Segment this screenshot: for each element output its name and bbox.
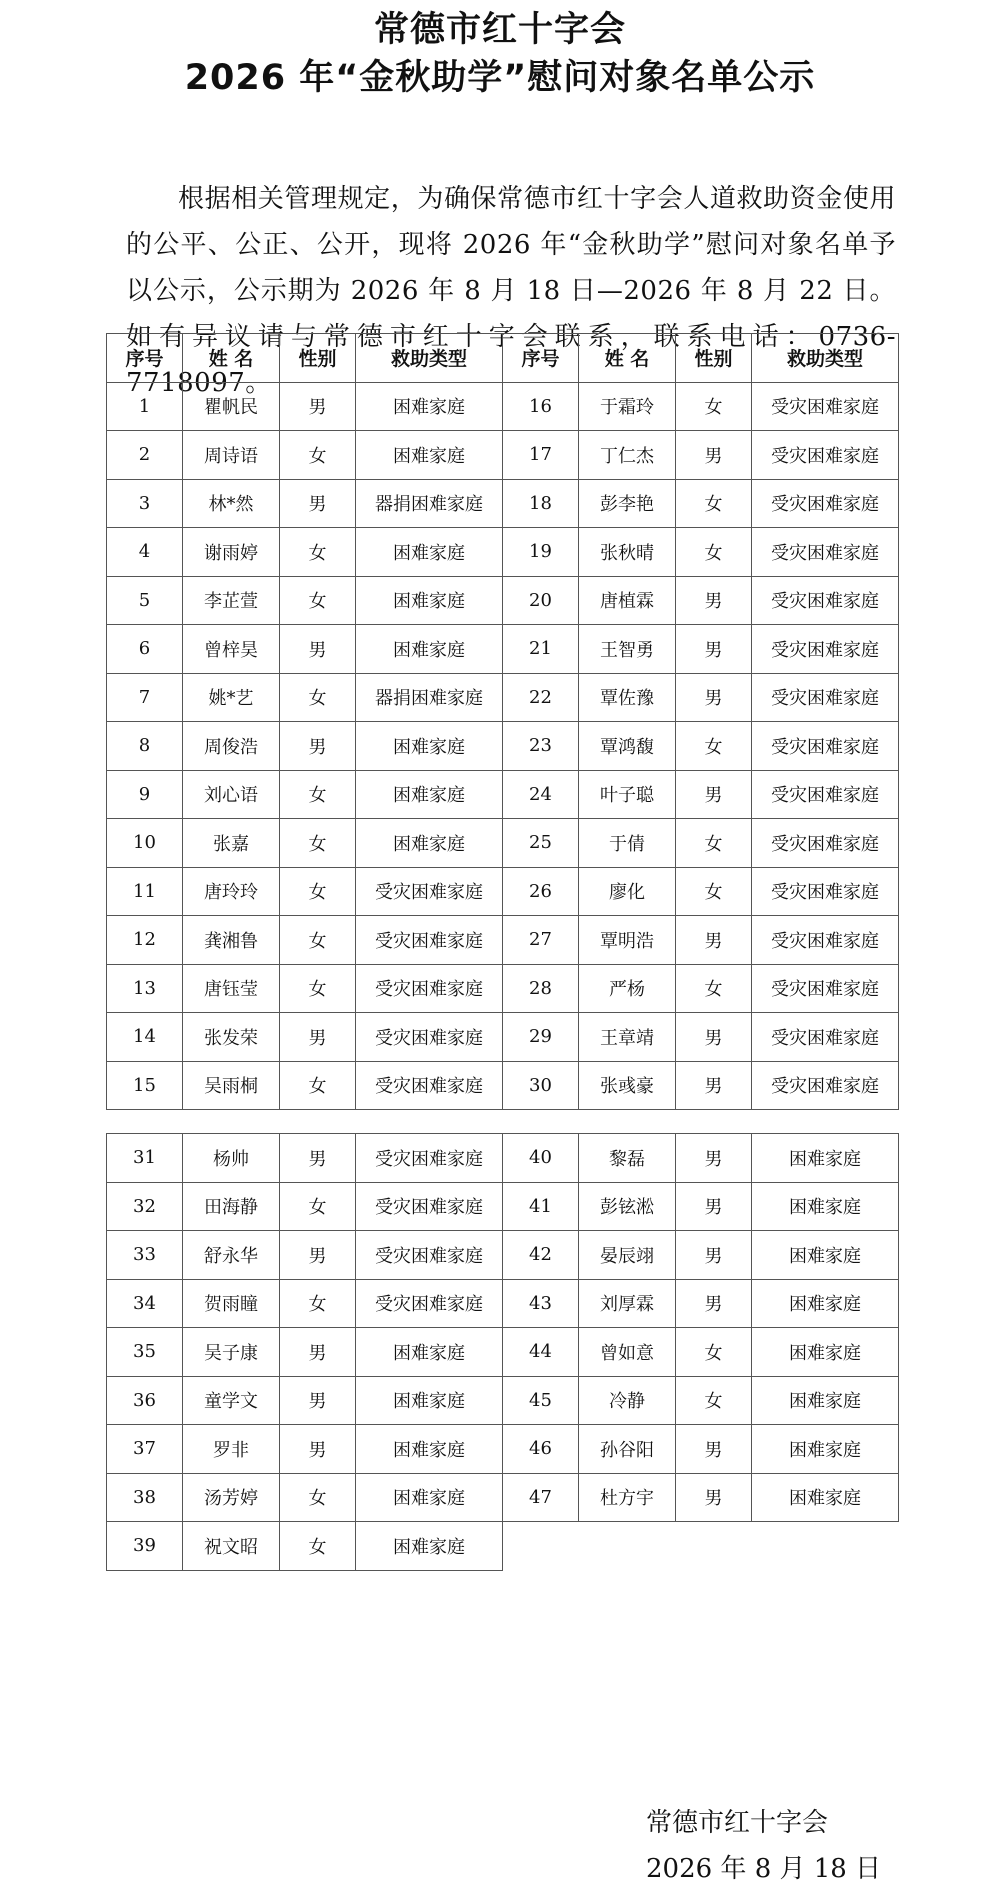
table-cell: 男: [280, 382, 356, 431]
table-cell: 张嘉: [183, 819, 280, 868]
table-header-row: [107, 334, 899, 383]
table-cell: 女: [676, 528, 752, 577]
document-title: [0, 6, 1000, 102]
table-cell: 28: [503, 964, 579, 1013]
table-cell: 困难家庭: [356, 1522, 503, 1571]
table-cell: 37: [107, 1425, 183, 1474]
table-cell: 10: [107, 819, 183, 868]
table-cell: 女: [280, 1279, 356, 1328]
table-cell: 受灾困难家庭: [752, 431, 899, 480]
table-row: [107, 916, 899, 965]
table-cell: 女: [280, 964, 356, 1013]
table-cell: [676, 1522, 752, 1571]
table-cell: 女: [280, 1522, 356, 1571]
table-cell: 吴子康: [183, 1328, 280, 1377]
table-row: [107, 576, 899, 625]
table-cell: 孙谷阳: [579, 1425, 676, 1474]
table-cell: 受灾困难家庭: [356, 964, 503, 1013]
table-cell: 女: [280, 770, 356, 819]
table-cell: 贺雨瞳: [183, 1279, 280, 1328]
table-cell: 受灾困难家庭: [356, 867, 503, 916]
table-cell: 汤芳婷: [183, 1473, 280, 1522]
table-row: [107, 722, 899, 771]
table-cell: 困难家庭: [356, 382, 503, 431]
table-cell: 女: [676, 1328, 752, 1377]
table-cell: 男: [676, 1013, 752, 1062]
table-cell: 叶子聪: [579, 770, 676, 819]
table-cell: 困难家庭: [752, 1279, 899, 1328]
table-cell: 42: [503, 1231, 579, 1280]
table-cell: 25: [503, 819, 579, 868]
table-cell: 受灾困难家庭: [752, 964, 899, 1013]
table-row: [107, 382, 899, 431]
table-cell: 41: [503, 1182, 579, 1231]
table-cell: 男: [280, 1376, 356, 1425]
table-row: [107, 770, 899, 819]
table-cell: 44: [503, 1328, 579, 1377]
table-cell: 彭铉淞: [579, 1182, 676, 1231]
table-body-2: [107, 1134, 899, 1571]
table-cell: 17: [503, 431, 579, 480]
table-cell: 男: [280, 722, 356, 771]
table-cell: 4: [107, 528, 183, 577]
table-cell: 男: [676, 625, 752, 674]
table-cell: 于霜玲: [579, 382, 676, 431]
table-cell: 女: [280, 1473, 356, 1522]
table-body-1: [107, 382, 899, 1110]
table-row: [107, 528, 899, 577]
table-cell: 女: [280, 673, 356, 722]
title-main: 2026 年“金秋助学”慰问对象名单公示: [184, 58, 816, 98]
table-cell: 40: [503, 1134, 579, 1183]
table-cell: 冷静: [579, 1376, 676, 1425]
roster-table-1: [106, 333, 899, 1110]
table-row: [107, 1182, 899, 1231]
table-cell: 困难家庭: [356, 625, 503, 674]
table-cell: 晏辰翊: [579, 1231, 676, 1280]
table-cell: 男: [676, 770, 752, 819]
table-row: [107, 1328, 899, 1377]
table-cell: 32: [107, 1182, 183, 1231]
table-cell: 男: [280, 1013, 356, 1062]
table-cell: 男: [280, 479, 356, 528]
table-cell: 困难家庭: [752, 1134, 899, 1183]
roster-table-2: [106, 1133, 899, 1571]
table-cell: 7: [107, 673, 183, 722]
table-cell: 困难家庭: [356, 770, 503, 819]
table-cell: 38: [107, 1473, 183, 1522]
table-cell: 覃鸿馥: [579, 722, 676, 771]
table-cell: 46: [503, 1425, 579, 1474]
table-cell: 男: [676, 673, 752, 722]
table-cell: 受灾困难家庭: [752, 722, 899, 771]
table-cell: 受灾困难家庭: [356, 1061, 503, 1110]
table-cell: 王智勇: [579, 625, 676, 674]
table-cell: 唐钰莹: [183, 964, 280, 1013]
table-cell: 男: [280, 1231, 356, 1280]
table-row: [107, 1134, 899, 1183]
table-cell: 男: [280, 1425, 356, 1474]
table-cell: 于倩: [579, 819, 676, 868]
table-cell: 受灾困难家庭: [752, 382, 899, 431]
table-cell: [579, 1522, 676, 1571]
table-cell: 3: [107, 479, 183, 528]
intro-paragraph: 根据相关管理规定，为确保常德市红十字会人道救助资金使用的公平、公正、公开，现将 2026 年“金秋助学”慰问对象名单予以公示，公示期为 2026 年 8 月 18 日—2026 年 8 月 22 日。如有异议请与常德市红十字会联系，联系电话：0736-7718097。: [126, 184, 896, 398]
table-row: [107, 1013, 899, 1062]
table-cell: 田海静: [183, 1182, 280, 1231]
table-cell: 曾梓昊: [183, 625, 280, 674]
table-cell: 困难家庭: [356, 576, 503, 625]
table-row: [107, 1473, 899, 1522]
table-cell: 女: [676, 819, 752, 868]
table-cell: 王章靖: [579, 1013, 676, 1062]
table-cell: 困难家庭: [752, 1473, 899, 1522]
table-cell: 女: [676, 479, 752, 528]
table-cell: 谢雨婷: [183, 528, 280, 577]
header-cell: 姓 名: [579, 334, 676, 383]
table-row: [107, 819, 899, 868]
table-cell: 受灾困难家庭: [356, 1182, 503, 1231]
table-cell: 受灾困难家庭: [752, 625, 899, 674]
table-cell: 女: [280, 576, 356, 625]
table-cell: 29: [503, 1013, 579, 1062]
table-cell: 受灾困难家庭: [752, 819, 899, 868]
table-cell: 39: [107, 1522, 183, 1571]
table-cell: 张彧豪: [579, 1061, 676, 1110]
table-cell: 男: [676, 1134, 752, 1183]
header-cell: 救助类型: [752, 334, 899, 383]
table-cell: 舒永华: [183, 1231, 280, 1280]
table-row: [107, 1061, 899, 1110]
table-cell: 1: [107, 382, 183, 431]
title-org: 常德市红十字会: [373, 10, 626, 50]
table-cell: 唐玲玲: [183, 867, 280, 916]
signature-date: 2026 年 8 月 18 日: [646, 1854, 882, 1884]
table-cell: 困难家庭: [752, 1425, 899, 1474]
table-cell: 男: [676, 1231, 752, 1280]
table-cell: 6: [107, 625, 183, 674]
table-cell: 9: [107, 770, 183, 819]
table-cell: 曾如意: [579, 1328, 676, 1377]
table-cell: 男: [280, 1328, 356, 1377]
table-cell: 女: [280, 819, 356, 868]
table-cell: [503, 1522, 579, 1571]
table-cell: 男: [676, 1061, 752, 1110]
table-row: [107, 964, 899, 1013]
table-cell: 周俊浩: [183, 722, 280, 771]
table-cell: 33: [107, 1231, 183, 1280]
table-row: [107, 431, 899, 480]
table-cell: 受灾困难家庭: [356, 1279, 503, 1328]
header-cell: 序号: [503, 334, 579, 383]
table-cell: 受灾困难家庭: [752, 528, 899, 577]
table-cell: 受灾困难家庭: [752, 576, 899, 625]
table-cell: 困难家庭: [356, 1328, 503, 1377]
table-cell: 受灾困难家庭: [356, 1134, 503, 1183]
table-cell: 器捐困难家庭: [356, 479, 503, 528]
table-cell: 35: [107, 1328, 183, 1377]
table-cell: 26: [503, 867, 579, 916]
table-cell: 刘心语: [183, 770, 280, 819]
table-row: [107, 1231, 899, 1280]
table-cell: 姚*艺: [183, 673, 280, 722]
table-cell: 45: [503, 1376, 579, 1425]
table-cell: 困难家庭: [356, 819, 503, 868]
table-cell: 20: [503, 576, 579, 625]
header-cell: 性别: [676, 334, 752, 383]
table-row: [107, 479, 899, 528]
table-cell: 杜方宇: [579, 1473, 676, 1522]
signature-block: [646, 1800, 881, 1892]
table-cell: 困难家庭: [752, 1376, 899, 1425]
header-cell: 姓 名: [183, 334, 280, 383]
table-cell: 受灾困难家庭: [356, 916, 503, 965]
table-cell: 8: [107, 722, 183, 771]
table-cell: 男: [676, 916, 752, 965]
table-cell: 36: [107, 1376, 183, 1425]
table-cell: 周诗语: [183, 431, 280, 480]
table-cell: 24: [503, 770, 579, 819]
table-cell: 张发荣: [183, 1013, 280, 1062]
table-cell: 吴雨桐: [183, 1061, 280, 1110]
table-cell: 18: [503, 479, 579, 528]
table-cell: 男: [676, 1279, 752, 1328]
header-cell: 序号: [107, 334, 183, 383]
table-cell: 林*然: [183, 479, 280, 528]
table-cell: 23: [503, 722, 579, 771]
table-cell: 27: [503, 916, 579, 965]
table-cell: 祝文昭: [183, 1522, 280, 1571]
table-cell: 女: [280, 916, 356, 965]
table-cell: 5: [107, 576, 183, 625]
table-cell: 困难家庭: [356, 528, 503, 577]
table-cell: 男: [280, 1134, 356, 1183]
table-cell: 困难家庭: [752, 1182, 899, 1231]
table-cell: 唐植霖: [579, 576, 676, 625]
table-cell: 瞿帆民: [183, 382, 280, 431]
table-cell: 器捐困难家庭: [356, 673, 503, 722]
table-cell: 困难家庭: [356, 1376, 503, 1425]
table-cell: 受灾困难家庭: [356, 1231, 503, 1280]
table-cell: 男: [676, 1425, 752, 1474]
table-cell: 女: [280, 867, 356, 916]
table-row: [107, 1522, 899, 1571]
table-cell: 张秋晴: [579, 528, 676, 577]
table-cell: 受灾困难家庭: [752, 770, 899, 819]
table-cell: 女: [280, 1182, 356, 1231]
table-cell: 覃明浩: [579, 916, 676, 965]
header-cell: 救助类型: [356, 334, 503, 383]
table-cell: 31: [107, 1134, 183, 1183]
table-cell: 女: [676, 1376, 752, 1425]
signature-org: 常德市红十字会: [646, 1808, 829, 1838]
table-cell: 男: [676, 1473, 752, 1522]
table-row: [107, 1279, 899, 1328]
table-cell: 女: [676, 382, 752, 431]
table-cell: 受灾困难家庭: [752, 1061, 899, 1110]
table-cell: 受灾困难家庭: [752, 479, 899, 528]
table-cell: 刘厚霖: [579, 1279, 676, 1328]
table-cell: 廖化: [579, 867, 676, 916]
table-cell: 2: [107, 431, 183, 480]
table-cell: 11: [107, 867, 183, 916]
table-cell: 覃佐豫: [579, 673, 676, 722]
table-cell: 47: [503, 1473, 579, 1522]
table-cell: 女: [676, 722, 752, 771]
table-cell: 19: [503, 528, 579, 577]
table-cell: 困难家庭: [752, 1328, 899, 1377]
table-row: [107, 1425, 899, 1474]
table-cell: 13: [107, 964, 183, 1013]
table-cell: 女: [280, 431, 356, 480]
table-cell: 困难家庭: [356, 722, 503, 771]
table-cell: 严杨: [579, 964, 676, 1013]
table-cell: 罗非: [183, 1425, 280, 1474]
table-cell: 34: [107, 1279, 183, 1328]
header-cell: 性别: [280, 334, 356, 383]
table-cell: 受灾困难家庭: [752, 673, 899, 722]
table-cell: 14: [107, 1013, 183, 1062]
table-cell: 黎磊: [579, 1134, 676, 1183]
table-cell: [752, 1522, 899, 1571]
table-cell: 困难家庭: [752, 1231, 899, 1280]
table-cell: 彭李艳: [579, 479, 676, 528]
table-cell: 童学文: [183, 1376, 280, 1425]
table-cell: 女: [676, 867, 752, 916]
table-row: [107, 1376, 899, 1425]
table-cell: 16: [503, 382, 579, 431]
table-cell: 女: [280, 528, 356, 577]
table-cell: 男: [280, 625, 356, 674]
table-cell: 30: [503, 1061, 579, 1110]
table-cell: 困难家庭: [356, 431, 503, 480]
table-cell: 困难家庭: [356, 1473, 503, 1522]
table-cell: 受灾困难家庭: [752, 1013, 899, 1062]
table-cell: 困难家庭: [356, 1425, 503, 1474]
table-cell: 12: [107, 916, 183, 965]
table-cell: 男: [676, 1182, 752, 1231]
table-cell: 女: [676, 964, 752, 1013]
table-cell: 男: [676, 576, 752, 625]
table-cell: 龚湘鲁: [183, 916, 280, 965]
table-cell: 22: [503, 673, 579, 722]
table-row: [107, 673, 899, 722]
table-cell: 李芷萱: [183, 576, 280, 625]
table-cell: 21: [503, 625, 579, 674]
table-row: [107, 625, 899, 674]
table-cell: 丁仁杰: [579, 431, 676, 480]
table-cell: 43: [503, 1279, 579, 1328]
table-cell: 受灾困难家庭: [752, 867, 899, 916]
table-cell: 受灾困难家庭: [752, 916, 899, 965]
table-row: [107, 867, 899, 916]
table-cell: 受灾困难家庭: [356, 1013, 503, 1062]
table-cell: 女: [280, 1061, 356, 1110]
table-cell: 15: [107, 1061, 183, 1110]
table-cell: 男: [676, 431, 752, 480]
table-cell: 杨帅: [183, 1134, 280, 1183]
